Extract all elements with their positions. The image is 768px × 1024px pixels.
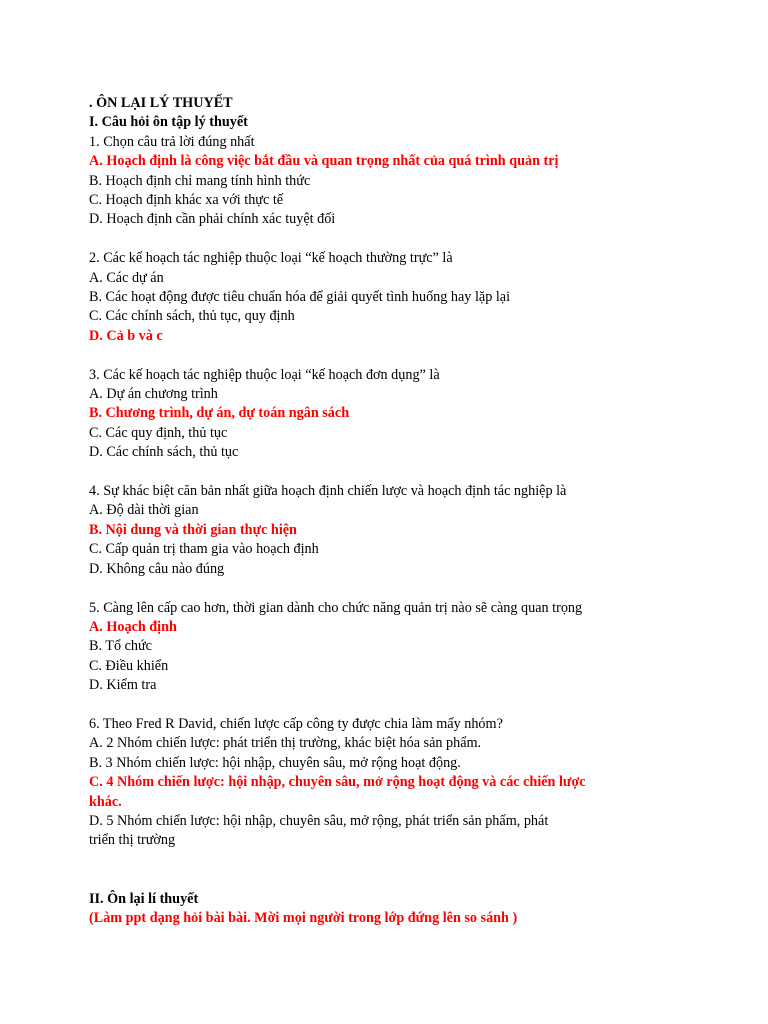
q1-option-d: D. Hoạch định cần phải chính xác tuyệt đối [89, 211, 336, 228]
q2-option-b: B. Các hoạt động được tiêu chuẩn hóa để giải quyết tình huống hay lặp lại [89, 289, 511, 306]
q1-option-a-correct: A. Hoạch định là công việc bắt đầu và quan trọng nhất của quá trình quản trị [89, 153, 559, 170]
q1-option-c: C. Hoạch định khác xa với thực tế [89, 192, 284, 209]
q2-option-d-correct: D. Cả b và c [89, 327, 163, 344]
q5-option-c: C. Điều khiển [89, 657, 169, 674]
question-3: 3. Các kế hoạch tác nghiệp thuộc loại “kế hoạch đơn dụng” là [89, 366, 440, 383]
q6-option-d: D. 5 Nhóm chiến lược: hội nhập, chuyên sâu, mở rộng, phát triển sản phẩm, phát [89, 812, 549, 829]
spacer [89, 230, 689, 249]
spacer [89, 870, 689, 889]
q5-option-b: B. Tổ chức [89, 638, 152, 655]
q5-option-a-correct: A. Hoạch định [89, 618, 177, 635]
section-heading-1: I. Câu hỏi ôn tập lý thuyết [89, 114, 248, 131]
question-4: 4. Sự khác biệt căn bản nhất giữa hoạch định chiến lược và hoạch định tác nghiệp là [89, 483, 567, 500]
q4-option-b-correct: B. Nội dung và thời gian thực hiện [89, 521, 297, 538]
q6-option-b: B. 3 Nhóm chiến lược: hội nhập, chuyên sâu, mở rộng hoạt động. [89, 754, 461, 771]
q6-option-a: A. 2 Nhóm chiến lược: phát triển thị trường, khác biệt hóa sản phẩm. [89, 735, 482, 752]
spacer [89, 463, 689, 482]
q6-option-c-correct-cont: khác. [89, 793, 122, 810]
q1-option-b: B. Hoạch định chỉ mang tính hình thức [89, 172, 311, 189]
section-heading-2: II. Ôn lại lí thuyết [89, 890, 199, 907]
question-5: 5. Càng lên cấp cao hơn, thời gian dành cho chức năng quản trị nào sẽ càng quan trọng [89, 599, 583, 616]
q3-option-b-correct: B. Chương trình, dự án, dự toán ngân sách [89, 405, 350, 422]
spacer [89, 851, 689, 870]
spacer [89, 346, 689, 365]
document-page [89, 94, 689, 928]
q2-option-a: A. Các dự án [89, 269, 164, 286]
q4-option-c: C. Cấp quản trị tham gia vào hoạch định [89, 541, 319, 558]
q6-option-c-correct: C. 4 Nhóm chiến lược: hội nhập, chuyên sâu, mở rộng hoạt động và các chiến lược [89, 774, 586, 791]
q3-option-c: C. Các quy định, thủ tục [89, 424, 228, 441]
q3-option-a: A. Dự án chương trình [89, 386, 218, 403]
question-6: 6. Theo Fred R David, chiến lược cấp công ty được chia làm mấy nhóm? [89, 715, 503, 732]
spacer [89, 696, 689, 715]
q4-option-d: D. Không câu nào đúng [89, 560, 225, 577]
doc-title: . ÔN LẠI LÝ THUYẾT [89, 95, 233, 111]
spacer [89, 579, 689, 598]
q5-option-d: D. Kiểm tra [89, 677, 157, 694]
q3-option-d: D. Các chính sách, thủ tục [89, 444, 239, 461]
question-1: 1. Chọn câu trả lời đúng nhất [89, 133, 255, 150]
q4-option-a: A. Độ dài thời gian [89, 502, 199, 519]
q2-option-c: C. Các chính sách, thủ tục, quy định [89, 308, 295, 325]
section-2-note: (Làm ppt dạng hỏi bài bài. Mời mọi người trong lớp đứng lên so sánh ) [89, 909, 518, 926]
question-2: 2. Các kế hoạch tác nghiệp thuộc loại “kế hoạch thường trực” là [89, 250, 453, 267]
q6-option-d-cont: triển thị trường [89, 832, 176, 849]
